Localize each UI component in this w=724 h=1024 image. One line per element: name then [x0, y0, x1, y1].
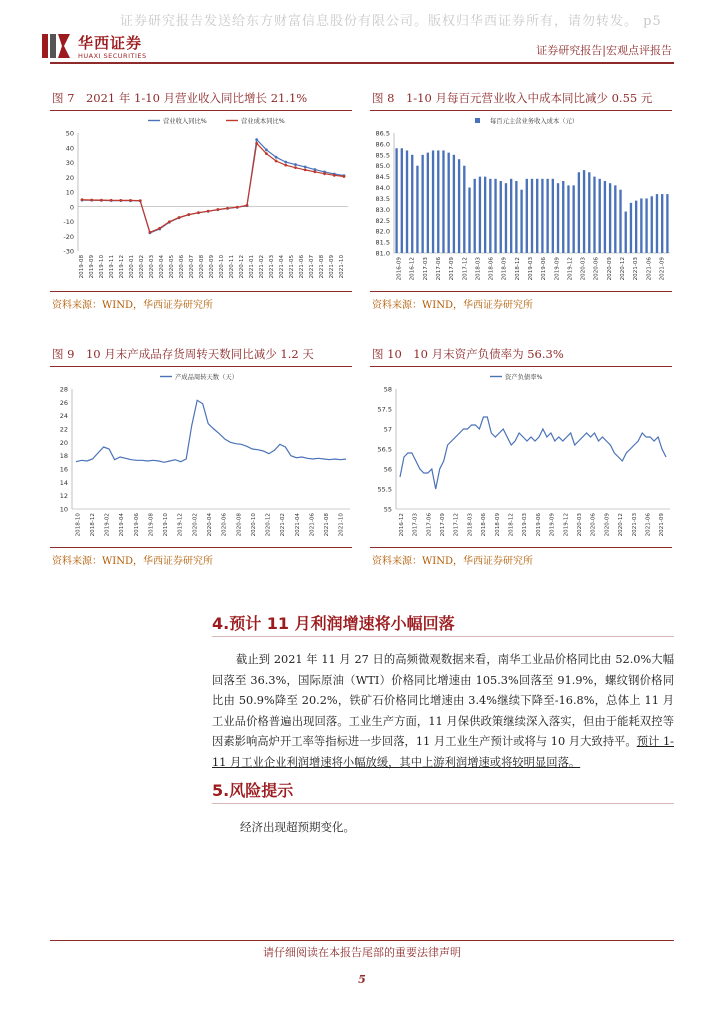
point-1-21 — [284, 164, 287, 167]
bar-28 — [541, 179, 543, 253]
bar-3 — [411, 155, 413, 253]
x-tick-label-8: 2020-04 — [159, 255, 165, 279]
bar-0 — [395, 148, 397, 253]
y-tick-label-4: 18 — [59, 452, 68, 461]
section-5-divider — [212, 803, 674, 804]
x-tick-label-10: 2020-06 — [221, 513, 228, 537]
x-tick-label-3: 2019-11 — [109, 255, 115, 279]
x-tick-label-14: 2021-02 — [280, 513, 287, 537]
watermark: 证券研究报告发送给东方财富信息股份有限公司。版权归华西证券所有，请勿转发。 p5 — [120, 14, 662, 29]
y-tick-label-0: 10 — [59, 505, 68, 514]
x-tick-label-14: 2020-06 — [590, 513, 597, 537]
y-tick-label-0: 81.0 — [375, 249, 390, 258]
point-1-15 — [226, 207, 229, 210]
point-1-20 — [275, 160, 278, 163]
figure-9-chart — [50, 367, 352, 547]
figure-9 — [50, 366, 352, 548]
x-tick-label-5: 2018-03 — [467, 513, 474, 537]
point-1-4 — [119, 199, 122, 202]
figure-8-source: 资料来源：WIND，华西证券研究所 — [372, 300, 533, 311]
x-tick-label-7: 2018-09 — [494, 513, 501, 537]
x-tick-label-19: 2021-06 — [646, 257, 653, 281]
x-tick-label-13: 2020-09 — [209, 255, 215, 279]
point-1-12 — [197, 211, 200, 214]
legend-label-0: 营业收入同比% — [163, 118, 207, 125]
bar-16 — [479, 177, 481, 253]
y-tick-label-9: 85.5 — [375, 151, 390, 160]
bar-52 — [666, 194, 668, 253]
section-4-title: 4.预计 11 月利润增速将小幅回落 — [212, 614, 455, 633]
x-tick-label-2: 2017-06 — [426, 513, 433, 537]
x-tick-label-17: 2021-08 — [324, 513, 331, 537]
figure-7-source: 资料来源：WIND，华西证券研究所 — [52, 300, 213, 311]
x-tick-label-6: 2019-10 — [163, 513, 170, 537]
bar-8 — [437, 150, 439, 253]
bar-9 — [442, 150, 444, 253]
x-tick-label-13: 2020-03 — [576, 513, 583, 537]
y-tick-label-1: 55.5 — [377, 485, 392, 494]
bar-37 — [588, 172, 590, 253]
x-tick-label-19: 2021-03 — [269, 255, 275, 279]
bar-51 — [661, 194, 663, 253]
logo-mark-icon — [40, 30, 72, 62]
header-divider — [50, 62, 674, 64]
point-1-22 — [294, 166, 297, 169]
x-tick-label-24: 2021-08 — [319, 255, 325, 279]
paragraph-underlined-text: 预计 1-11 月工业企业利润增速将小幅放缓，其中上游利润增速或将较明显回落。 — [212, 735, 674, 769]
bar-14 — [468, 188, 470, 253]
figure-9-source: 资料来源：WIND，华西证券研究所 — [52, 556, 213, 567]
y-tick-label-1: 12 — [59, 492, 68, 501]
point-1-26 — [333, 174, 336, 177]
point-1-25 — [323, 172, 326, 175]
point-1-8 — [158, 227, 161, 230]
x-tick-label-8: 2018-12 — [508, 513, 515, 537]
y-tick-label-5: 20 — [65, 173, 74, 182]
x-tick-label-3: 2019-04 — [119, 513, 126, 537]
x-tick-label-5: 2020-01 — [129, 255, 135, 279]
bar-23 — [515, 181, 517, 253]
point-1-6 — [139, 199, 142, 202]
x-tick-label-11: 2019-06 — [541, 257, 548, 281]
section-4-divider — [212, 636, 674, 637]
x-tick-label-10: 2019-03 — [528, 257, 534, 281]
x-tick-label-17: 2020-12 — [620, 257, 626, 281]
point-1-16 — [236, 206, 239, 209]
bar-13 — [463, 166, 465, 253]
brand-logo — [40, 30, 180, 70]
bar-11 — [453, 155, 455, 253]
y-tick-label-1: -20 — [63, 232, 74, 241]
x-tick-label-21: 2021-05 — [289, 255, 295, 279]
point-1-27 — [343, 175, 346, 178]
x-tick-label-10: 2019-06 — [535, 513, 542, 537]
y-tick-label-4: 83.0 — [375, 205, 390, 214]
point-1-1 — [90, 199, 93, 202]
x-tick-label-1: 2016-12 — [409, 257, 416, 281]
section-5-title: 5.风险提示 — [212, 781, 294, 800]
y-tick-label-5: 20 — [59, 438, 68, 447]
x-tick-label-26: 2021-10 — [339, 255, 345, 279]
point-1-3 — [110, 199, 113, 202]
x-tick-label-15: 2021-04 — [294, 513, 301, 537]
x-tick-label-1: 2019-09 — [89, 255, 95, 279]
y-tick-label-5: 57.5 — [377, 405, 392, 414]
x-tick-label-20: 2021-09 — [659, 257, 666, 281]
bar-12 — [458, 159, 460, 253]
figure-8 — [370, 110, 672, 292]
x-tick-label-2: 2019-10 — [99, 255, 105, 279]
bar-26 — [531, 179, 533, 253]
x-tick-label-2: 2019-02 — [104, 513, 111, 537]
x-tick-label-18: 2021-06 — [645, 513, 652, 537]
series-line-0 — [82, 140, 344, 233]
x-tick-label-12: 2020-10 — [250, 513, 257, 537]
x-tick-label-5: 2017-12 — [462, 257, 469, 281]
y-tick-label-9: 28 — [59, 385, 68, 394]
x-tick-label-25: 2021-09 — [329, 255, 335, 279]
figure-10-title: 图 10 10 月末资产负债率为 56.3% — [372, 347, 564, 361]
section-4-paragraph — [212, 650, 674, 773]
bar-45 — [630, 203, 632, 253]
y-tick-label-2: 56 — [383, 465, 392, 474]
x-tick-label-14: 2020-10 — [219, 255, 225, 279]
point-1-0 — [81, 198, 84, 201]
x-tick-label-10: 2020-06 — [179, 255, 185, 279]
point-1-19 — [265, 152, 268, 155]
x-tick-label-18: 2021-03 — [633, 257, 640, 281]
figure-7-chart — [50, 111, 352, 291]
point-1-10 — [178, 216, 181, 219]
bar-17 — [484, 177, 486, 253]
bar-44 — [625, 212, 627, 253]
legend-label-0: 产成品周转天数（天） — [175, 374, 238, 381]
x-tick-label-12: 2020-08 — [199, 255, 205, 279]
x-tick-label-0: 2016-12 — [398, 513, 405, 537]
y-tick-label-6: 22 — [59, 425, 68, 434]
point-1-24 — [313, 170, 316, 173]
figure-9-title: 图 9 10 月末产成品存货周转天数同比减少 1.2 天 — [52, 347, 314, 361]
point-0-23 — [304, 166, 307, 169]
x-tick-label-9: 2019-03 — [522, 513, 529, 537]
y-tick-label-7: 84.5 — [375, 173, 390, 182]
bar-24 — [520, 190, 522, 253]
x-tick-label-7: 2019-12 — [177, 513, 184, 537]
bar-5 — [421, 155, 423, 253]
bar-41 — [609, 183, 611, 253]
legend-swatch-0 — [475, 118, 480, 123]
page-number: 5 — [358, 973, 366, 986]
x-tick-label-6: 2018-06 — [481, 513, 488, 537]
point-1-17 — [246, 204, 249, 207]
bar-27 — [536, 179, 538, 253]
point-0-22 — [294, 163, 297, 166]
bar-20 — [500, 181, 502, 253]
figure-8-chart — [370, 111, 672, 291]
y-tick-label-2: 14 — [59, 478, 68, 487]
y-tick-label-7: 24 — [59, 412, 68, 421]
x-tick-label-9: 2018-12 — [514, 257, 521, 281]
risk-text: 经济出现超预期变化。 — [240, 820, 355, 834]
bar-4 — [416, 166, 418, 253]
bar-22 — [510, 179, 512, 253]
x-tick-label-4: 2017-12 — [453, 513, 460, 537]
y-tick-label-8: 50 — [65, 129, 74, 138]
y-tick-label-0: 55 — [383, 505, 392, 514]
y-tick-label-10: 86.0 — [375, 140, 390, 149]
bar-40 — [604, 181, 606, 253]
legend-label-0: 资产负债率% — [505, 374, 543, 381]
point-1-13 — [207, 210, 210, 213]
x-tick-label-13: 2019-12 — [567, 257, 574, 281]
point-1-11 — [187, 213, 190, 216]
series-line-0 — [76, 400, 346, 462]
figure-10-chart — [370, 367, 672, 547]
bar-50 — [656, 194, 658, 253]
y-tick-label-8: 85.0 — [375, 162, 390, 171]
x-tick-label-11: 2019-09 — [549, 513, 556, 537]
footer-note: 请仔细阅读在本报告尾部的重要法律声明 — [263, 946, 461, 959]
point-1-9 — [168, 220, 171, 223]
y-tick-label-6: 58 — [383, 385, 392, 394]
bar-29 — [546, 179, 548, 253]
x-tick-label-16: 2021-06 — [309, 513, 316, 537]
report-type: 证券研究报告|宏观点评报告 — [536, 44, 672, 57]
bar-48 — [645, 198, 647, 253]
x-tick-label-0: 2016-09 — [396, 257, 403, 281]
x-tick-label-0: 2019-08 — [79, 255, 85, 279]
bar-7 — [432, 150, 434, 253]
y-tick-label-8: 26 — [59, 398, 68, 407]
x-tick-label-16: 2020-09 — [606, 257, 613, 281]
series-line-1 — [82, 143, 344, 232]
x-tick-label-16: 2020-12 — [239, 255, 245, 279]
bar-21 — [505, 183, 507, 253]
x-tick-label-20: 2021-04 — [279, 255, 285, 279]
bar-39 — [599, 179, 601, 253]
x-tick-label-6: 2020-02 — [139, 255, 145, 279]
x-tick-label-14: 2020-03 — [580, 257, 587, 281]
x-tick-label-15: 2020-06 — [593, 257, 600, 281]
figure-10-source: 资料来源：WIND，华西证券研究所 — [372, 556, 533, 567]
paragraph-plain-text: 截止到 2021 年 11 月 27 日的高频微观数据来看，南华工业品价格同比由 52.0%大幅回落至 36.3%，国际原油（WTI）价格同比增速由 105.3%回落至 91.9%，螺纹钢价格同比由 50.9%降至 20.2%，铁矿石价格同比增速由 3.4%继续下降至-16.8%，总体上 11 月工业品价格普遍出现回落。工业生产方面，11 月保供政策继续深入落实，但由于能耗双控等因素影响高炉开工率等指标进一步回落，11 月工业生产预计或将与 10 月大致持平。 — [212, 653, 674, 748]
x-tick-label-12: 2019-09 — [554, 257, 561, 281]
figure-8-title: 图 8 1-10 月每百元营业收入中成本同比减少 0.55 元 — [372, 91, 653, 105]
y-tick-label-7: 40 — [65, 144, 74, 153]
bar-43 — [619, 190, 621, 253]
y-tick-label-3: 0 — [69, 203, 74, 212]
y-tick-label-2: -10 — [63, 218, 74, 226]
bar-49 — [651, 196, 653, 253]
x-tick-label-3: 2017-09 — [439, 513, 446, 537]
footer-divider — [50, 940, 674, 941]
x-tick-label-7: 2020-03 — [149, 255, 155, 279]
legend-label-0: 每百元主营业务收入成本（元） — [490, 118, 579, 125]
bar-10 — [448, 153, 450, 253]
y-tick-label-6: 84.0 — [375, 184, 390, 193]
x-tick-label-11: 2020-08 — [236, 513, 243, 537]
y-tick-label-5: 83.5 — [375, 194, 390, 203]
x-tick-label-23: 2021-07 — [309, 255, 315, 279]
y-tick-label-1: 81.5 — [375, 238, 390, 247]
x-tick-label-22: 2021-06 — [299, 255, 305, 279]
y-tick-label-4: 10 — [65, 188, 74, 197]
bar-32 — [562, 181, 564, 253]
x-tick-label-11: 2020-07 — [189, 255, 195, 279]
x-tick-label-15: 2020-09 — [604, 513, 611, 537]
x-tick-label-17: 2021-01 — [249, 255, 255, 279]
bar-18 — [489, 179, 491, 253]
x-tick-label-4: 2019-06 — [133, 513, 140, 537]
x-tick-label-8: 2020-02 — [192, 513, 199, 537]
figure-10 — [370, 366, 672, 548]
bar-2 — [406, 150, 408, 253]
point-0-19 — [265, 148, 268, 151]
y-tick-label-3: 16 — [59, 465, 68, 474]
bar-36 — [583, 170, 585, 253]
point-0-18 — [255, 138, 258, 141]
x-tick-label-4: 2019-12 — [119, 255, 125, 279]
bar-31 — [557, 183, 559, 253]
x-tick-label-0: 2018-10 — [75, 513, 82, 537]
x-tick-label-18: 2021-10 — [338, 513, 345, 537]
bar-1 — [401, 148, 403, 253]
y-tick-label-2: 82.0 — [375, 227, 390, 236]
x-tick-label-9: 2020-04 — [207, 513, 213, 537]
point-1-7 — [149, 231, 152, 234]
x-tick-label-9: 2020-05 — [169, 255, 175, 279]
x-tick-label-3: 2017-06 — [436, 257, 442, 281]
y-tick-label-3: 82.5 — [375, 216, 390, 225]
point-1-18 — [255, 142, 258, 145]
legend-label-1: 营业成本同比% — [241, 118, 285, 125]
brand-name: 华西证券 — [78, 34, 143, 52]
x-tick-label-2: 2017-03 — [422, 257, 429, 281]
y-tick-label-6: 30 — [65, 159, 74, 167]
bar-35 — [578, 172, 580, 253]
x-tick-label-19: 2021-09 — [659, 513, 666, 537]
x-tick-label-6: 2018-03 — [475, 257, 482, 281]
bar-42 — [614, 185, 616, 253]
bar-25 — [526, 179, 528, 253]
bar-6 — [427, 153, 429, 253]
bar-47 — [640, 198, 642, 253]
point-1-14 — [216, 208, 219, 211]
series-line-0 — [400, 417, 666, 489]
y-tick-label-3: 56.5 — [377, 445, 392, 454]
bar-34 — [572, 185, 574, 253]
point-0-20 — [275, 156, 278, 159]
point-1-23 — [304, 168, 307, 171]
x-tick-label-5: 2019-08 — [148, 513, 155, 537]
x-tick-label-16: 2020-12 — [618, 513, 625, 537]
x-tick-label-7: 2018-06 — [488, 257, 495, 281]
y-tick-label-4: 57 — [383, 425, 392, 434]
x-tick-label-1: 2017-03 — [412, 513, 419, 537]
bar-33 — [567, 185, 569, 253]
x-tick-label-4: 2017-09 — [449, 257, 456, 281]
bar-38 — [593, 177, 595, 253]
y-tick-label-11: 86.5 — [375, 129, 390, 138]
bar-46 — [635, 201, 637, 253]
brand-name-en: HUAXI SECURITIES — [78, 52, 147, 60]
point-0-21 — [284, 161, 287, 164]
x-tick-label-17: 2021-03 — [631, 513, 638, 537]
bar-15 — [474, 179, 476, 253]
figure-7-title: 图 7 2021 年 1-10 月营业收入同比增长 21.1% — [52, 91, 308, 105]
bar-19 — [494, 179, 496, 253]
x-tick-label-15: 2020-11 — [229, 255, 235, 279]
x-tick-label-1: 2018-12 — [89, 513, 96, 537]
point-1-2 — [100, 199, 103, 202]
bar-30 — [552, 179, 554, 253]
point-1-5 — [129, 199, 132, 202]
figure-7 — [50, 110, 352, 292]
x-tick-label-13: 2020-12 — [265, 513, 272, 537]
y-tick-label-0: -30 — [63, 247, 74, 256]
x-tick-label-12: 2019-12 — [563, 513, 570, 537]
x-tick-label-8: 2018-09 — [501, 257, 508, 281]
x-tick-label-18: 2021-02 — [259, 255, 265, 279]
